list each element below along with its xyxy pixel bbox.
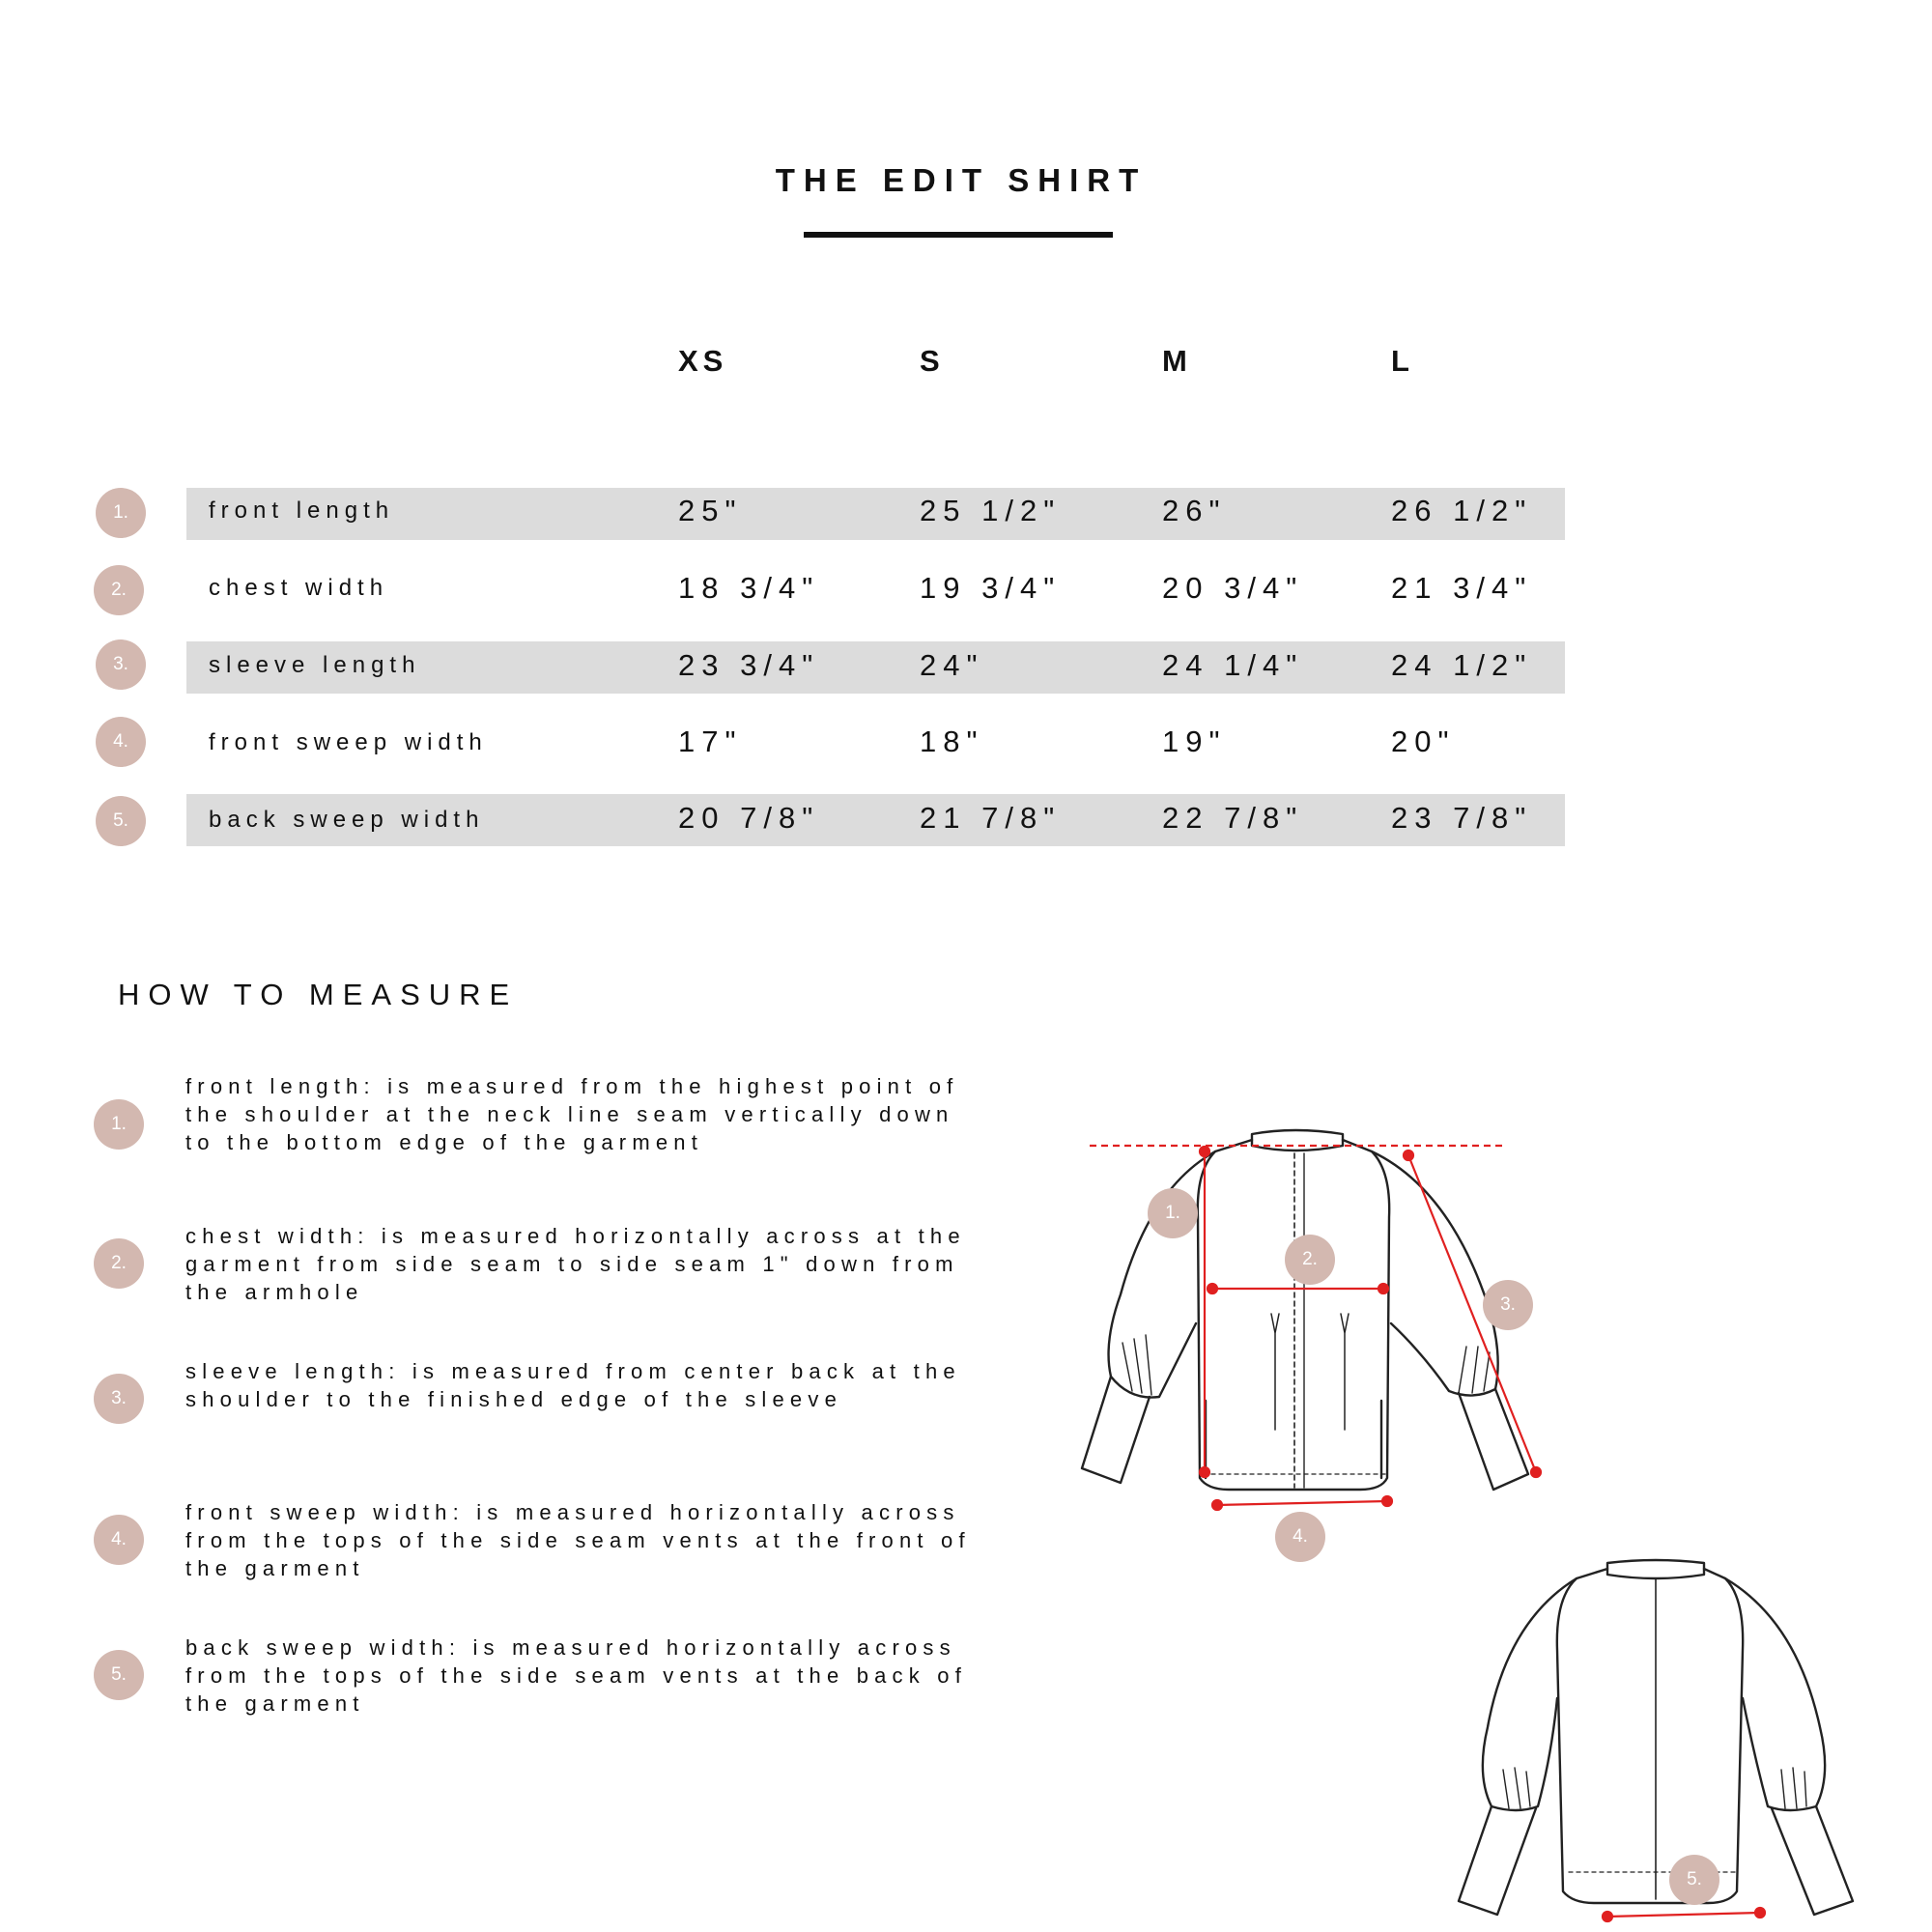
- instruction-number-badge: 5.: [94, 1650, 144, 1700]
- size-value-cell: 20 7/8": [678, 801, 820, 835]
- instruction-number-badge: 3.: [94, 1374, 144, 1424]
- instruction-number-badge: 1.: [94, 1099, 144, 1150]
- row-number-badge: 2.: [94, 565, 144, 615]
- size-value-cell: 19": [1162, 724, 1227, 758]
- instruction-text: chest width: is measured horizontally across at the garment from side seam to side seam 1" down from the armhole: [185, 1224, 966, 1304]
- size-value-cell: 17": [678, 724, 743, 758]
- diagram-badge: 3.: [1483, 1280, 1533, 1330]
- size-header-m: M: [1162, 344, 1192, 378]
- instruction-number-badge: 4.: [94, 1515, 144, 1565]
- size-value-cell: 19 3/4": [920, 571, 1062, 605]
- size-value-cell: 25": [678, 494, 743, 527]
- size-value-cell: 21 3/4": [1391, 571, 1533, 605]
- size-header-s: S: [920, 344, 945, 378]
- size-value-cell: 22 7/8": [1162, 801, 1304, 835]
- front-shirt-diagram: [1063, 1111, 1565, 1565]
- row-number-badge: 5.: [96, 796, 146, 846]
- row-number-badge: 1.: [96, 488, 146, 538]
- size-value-cell: 23 3/4": [678, 648, 820, 682]
- diagram-badge: 2.: [1285, 1235, 1335, 1285]
- diagram-badge: 4.: [1275, 1512, 1325, 1562]
- size-value-cell: 25 1/2": [920, 494, 1062, 527]
- size-value-cell: 26 1/2": [1391, 494, 1533, 527]
- size-value-cell: 21 7/8": [920, 801, 1062, 835]
- row-label: front sweep width: [209, 729, 488, 755]
- row-number-badge: 3.: [96, 639, 146, 690]
- row-label: front length: [209, 497, 395, 524]
- diagram-badge: 5.: [1669, 1855, 1719, 1905]
- size-value-cell: 20 3/4": [1162, 571, 1304, 605]
- size-header-l: L: [1391, 344, 1414, 378]
- size-value-cell: 24 1/2": [1391, 648, 1533, 682]
- title-underline: [804, 232, 1113, 238]
- instruction-number-badge: 2.: [94, 1238, 144, 1289]
- size-header-xs: XS: [678, 344, 728, 378]
- size-value-cell: 20": [1391, 724, 1456, 758]
- instruction-text: front length: is measured from the highest point of the shoulder at the neck line seam vertically down to the bottom edge of the garment: [185, 1074, 959, 1154]
- size-value-cell: 18 3/4": [678, 571, 820, 605]
- diagram-badge: 1.: [1148, 1188, 1198, 1238]
- size-value-cell: 18": [920, 724, 984, 758]
- row-label: back sweep width: [209, 807, 485, 833]
- size-value-cell: 26": [1162, 494, 1227, 527]
- row-label: sleeve length: [209, 652, 421, 678]
- row-number-badge: 4.: [96, 717, 146, 767]
- instruction-text: front sweep width: is measured horizontally across from the tops of the side seam vents at the front of the garment: [185, 1500, 971, 1580]
- instruction-text: back sweep width: is measured horizontally across from the tops of the side seam vents at the back of the garment: [185, 1635, 968, 1716]
- size-value-cell: 24 1/4": [1162, 648, 1304, 682]
- size-value-cell: 24": [920, 648, 984, 682]
- how-to-measure-title: HOW TO MEASURE: [118, 978, 519, 1011]
- instruction-text: sleeve length: is measured from center back at the shoulder to the finished edge of the sleeve: [185, 1359, 961, 1411]
- size-value-cell: 23 7/8": [1391, 801, 1533, 835]
- page-title: THE EDIT SHIRT: [775, 162, 1148, 198]
- row-label: chest width: [209, 575, 389, 601]
